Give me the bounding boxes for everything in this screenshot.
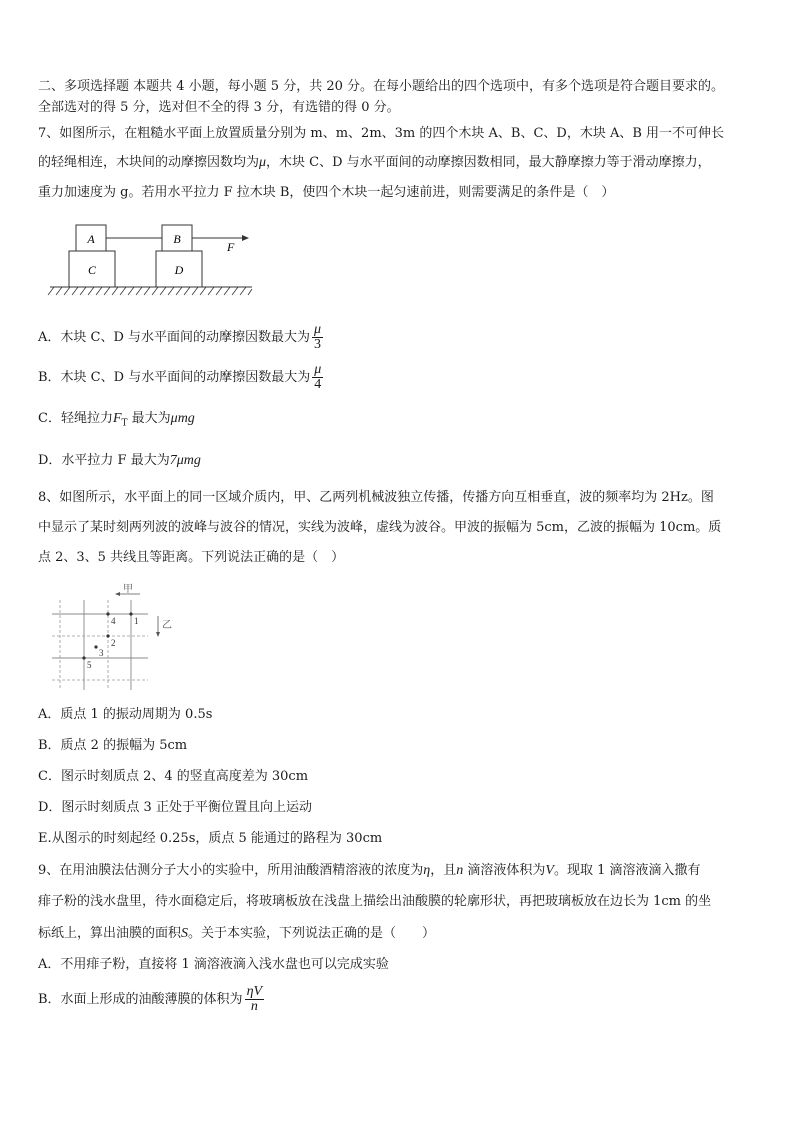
wave-yi-arrowhead	[156, 632, 160, 637]
q9-stem-line3	[38, 925, 435, 943]
q9-stem1-c: 滴溶液体积为	[463, 863, 546, 878]
force-label: F	[227, 240, 235, 254]
point-5-label: 5	[87, 660, 92, 670]
q7-stem-line2-a: 的轻绳相连，木块间的动摩擦因数均为	[38, 155, 260, 170]
q9-S-symbol: S	[181, 926, 189, 941]
q7-stem-line3: 重力加速度为 g。若用水平拉力 F 拉木块 B，使四个木块一起匀速前进，则需要满足的条件是（ ）	[38, 185, 615, 200]
point-1-label: 1	[134, 616, 139, 626]
q7-option-C	[38, 410, 195, 433]
point-4-label: 4	[111, 616, 116, 626]
q7-option-B-den: 4	[314, 377, 322, 392]
q9-option-A: A．不用痱子粉，直接将 1 滴溶液滴入浅水盘也可以完成实验	[38, 957, 389, 972]
q8-figure	[48, 580, 188, 692]
q9-V-symbol: V	[545, 863, 554, 878]
q7-option-B-num: μ	[314, 362, 322, 377]
block-C-label: C	[87, 263, 97, 277]
q7-option-B-fraction	[312, 363, 323, 392]
q7-option-B-text: B．木块 C、D 与水平面间的动摩擦因数最大为	[38, 370, 311, 385]
q9-option-B-num: ηV	[246, 984, 263, 999]
q7-stem-line2-b: ，木块 C、D 与水平面间的动摩擦因数相同，最大静摩擦力等于滑动摩擦力，	[266, 155, 711, 170]
ground-hatching	[48, 287, 252, 295]
q8-option-B: B．质点 2 的振幅为 5cm	[38, 738, 188, 753]
q7-option-D-value: 7μmg	[169, 453, 201, 468]
wave-jia-arrowhead	[115, 592, 120, 596]
point-1	[129, 612, 132, 615]
wave-jia-label: 甲	[123, 584, 133, 595]
point-4	[106, 612, 109, 615]
point-3-label: 3	[99, 648, 104, 658]
force-arrowhead	[242, 235, 249, 241]
q9-option-B-text: B．水面上形成的油酸薄膜的体积为	[38, 992, 243, 1007]
q7-option-D-text: D．水平拉力 F 最大为	[38, 453, 170, 468]
q7-option-C-text: C．轻绳拉力	[38, 411, 113, 426]
q7-option-C-text2: 最大为	[127, 411, 171, 426]
q9-option-B-den: n	[250, 999, 258, 1014]
block-B-label: B	[173, 232, 181, 246]
q8-stem-line3: 点 2、3、5 共线且等距离。下列说法正确的是（ ）	[38, 550, 345, 565]
wave-yi-label: 乙	[162, 620, 172, 631]
q7-stem-line1: 7、如图所示，在粗糙水平面上放置质量分别为 m、m、2m、3m 的四个木块 A、B、C、D，木块 A、B 用一不可伸长	[38, 126, 725, 141]
q9-stem3-a: 标纸上，算出油膜的面积	[38, 926, 182, 941]
point-3	[94, 645, 97, 648]
q7-option-A-fraction	[312, 323, 323, 352]
point-5	[82, 656, 85, 659]
q8-option-A: A．质点 1 的振动周期为 0.5s	[38, 707, 213, 722]
q7-mu-symbol: μ	[259, 155, 267, 170]
q8-option-C: C．图示时刻质点 2、4 的竖直高度差为 30cm	[38, 769, 309, 784]
q7-option-A-text: A．木块 C、D 与水平面间的动摩擦因数最大为	[38, 330, 311, 345]
q7-option-C-subscript: T	[121, 418, 128, 429]
q7-stem-line2	[38, 154, 711, 172]
q9-stem-line2: 痱子粉的浅水盘里，待水面稳定后，将玻璃板放在浅盘上描绘出油酸膜的轮廓形状，再把玻璃板放在边长为 1cm 的坐	[38, 894, 712, 909]
q8-option-E: E.从图示的时刻起经 0.25s，质点 5 能通过的路程为 30cm	[38, 831, 383, 846]
block-D-label: D	[174, 263, 184, 277]
q7-option-A	[38, 322, 323, 354]
q9-stem1-a: 9、在用油膜法估测分子大小的实验中，所用油酸酒精溶液的浓度为	[38, 863, 424, 878]
q9-stem3-b: 。关于本实验，下列说法正确的是（ ）	[188, 926, 436, 941]
block-A-label: A	[87, 232, 95, 246]
q9-stem-line1	[38, 862, 701, 880]
q9-stem1-b: ，且	[430, 863, 457, 878]
q7-option-A-num: μ	[314, 322, 322, 337]
q9-stem1-d: 。现取 1 滴溶液滴入撒有	[553, 863, 701, 878]
q9-n-symbol: n	[456, 863, 464, 878]
point-2	[106, 634, 109, 637]
q7-option-A-den: 3	[314, 337, 322, 352]
point-2-label: 2	[111, 638, 116, 648]
q8-option-D: D．图示时刻质点 3 正处于平衡位置且向上运动	[38, 800, 312, 815]
q7-option-B	[38, 362, 323, 394]
section-header-line2: 全部选对的得 5 分，选对但不全的得 3 分，有选错的得 0 分。	[38, 100, 400, 115]
q9-option-B	[38, 984, 264, 1016]
q9-option-B-fraction	[245, 985, 265, 1014]
q7-figure	[44, 220, 258, 300]
q9-eta-symbol: η	[423, 863, 431, 878]
q7-option-C-value: μmg	[170, 411, 195, 426]
q7-option-D	[38, 452, 201, 470]
section-header-line1: 二、多项选择题 本题共 4 小题，每小题 5 分，共 20 分。在每小题给出的四个选项中，有多个选项是符合题目要求的。	[38, 79, 725, 94]
q8-stem-line2: 中显示了某时刻两列波的波峰与波谷的情况，实线为波峰，虚线为波谷。甲波的振幅为 5cm，乙波的振幅为 10cm。质	[38, 520, 722, 535]
q7-option-C-symbol: F	[112, 411, 122, 426]
q8-stem-line1: 8、如图所示，水平面上的同一区域介质内，甲、乙两列机械波独立传播，传播方向互相垂直，波的频率均为 2Hz。图	[38, 490, 714, 505]
